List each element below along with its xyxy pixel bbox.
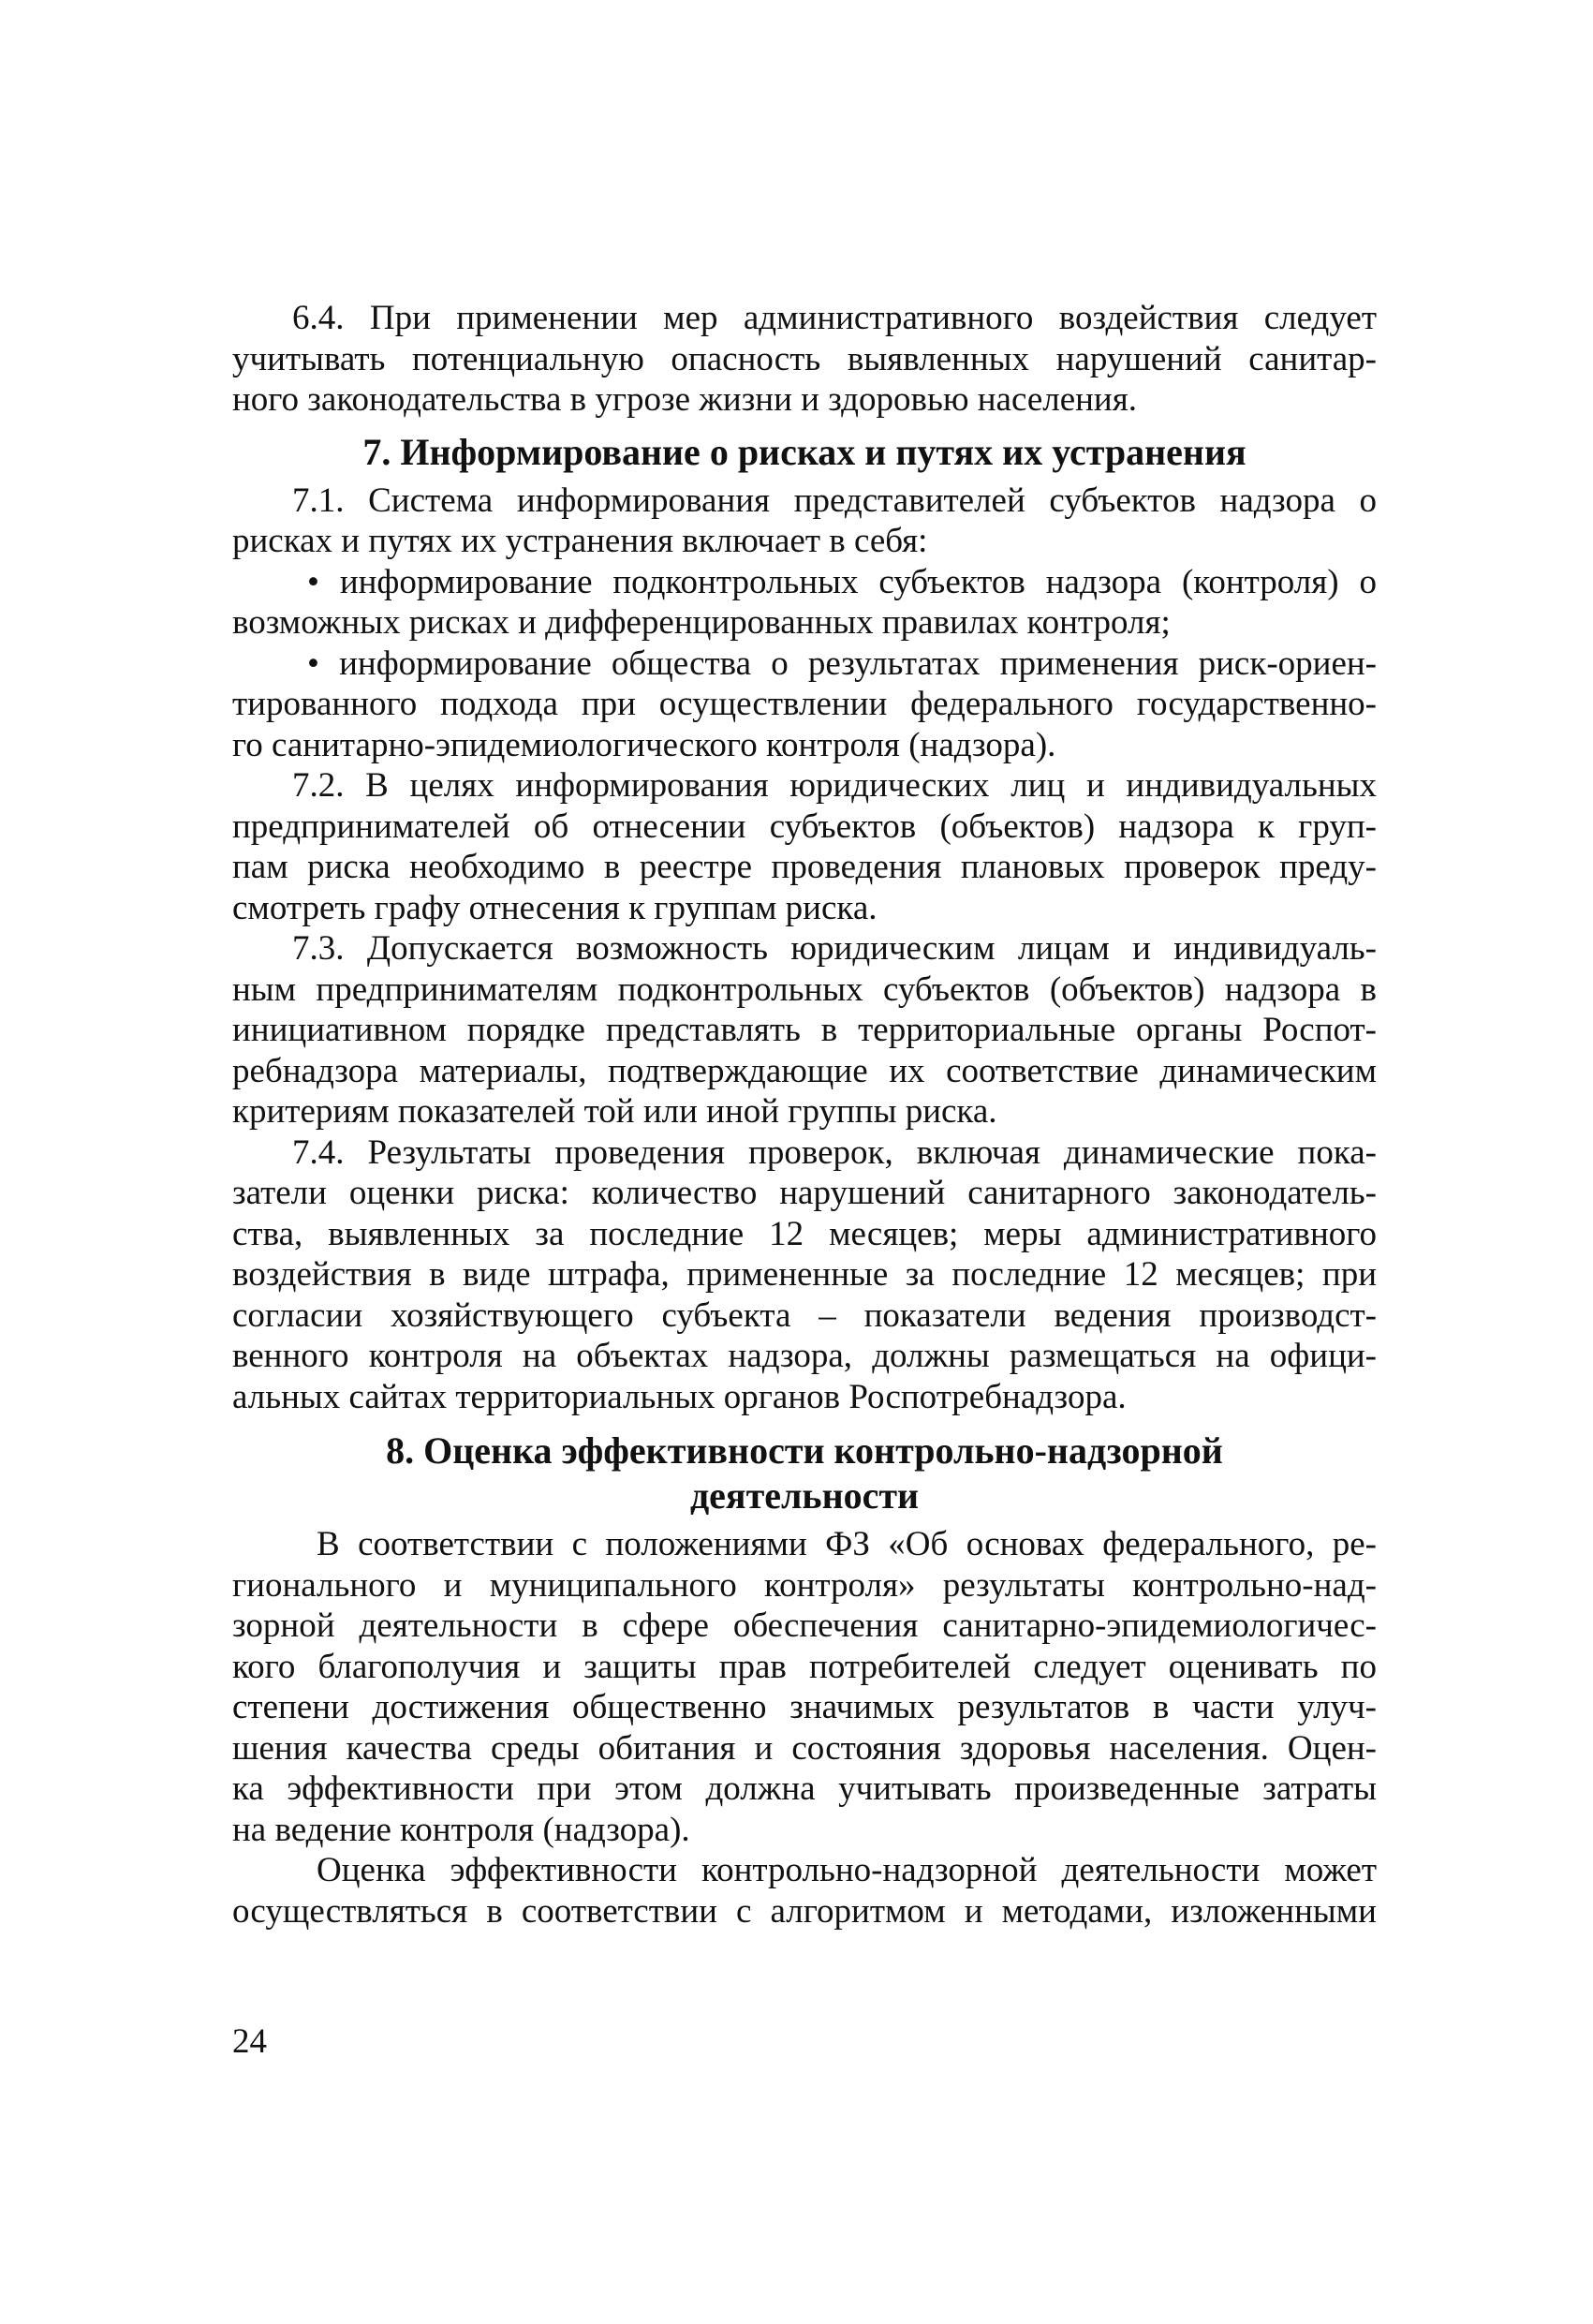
text-line: ка эффективности при этом должна учитывать произведенные затраты [232,1769,1377,1808]
text-line: • информирование подконтрольных субъектов надзора (контроля) о [307,562,1377,601]
text-line: альных сайтах территориальных органов Роспотребнадзора. [232,1377,1127,1416]
text-line: на ведение контроля (надзора). [232,1810,690,1849]
text-line: тированного подхода при осуществлении федерального государственно- [232,685,1377,723]
text-line: Оценка эффективности контрольно-надзорной деятельности может [317,1851,1377,1889]
section-8-heading-line: 8. Оценка эффективности контрольно-надзорной [386,1429,1223,1472]
text-line: 7.2. В целях информирования юридических лиц и индивидуальных [292,766,1377,805]
text-line: согласии хозяйствующего субъекта – показатели ведения производст- [232,1295,1377,1335]
text-line: зорной деятельности в сфере обеспечения санитарно-эпидемиологичес- [232,1606,1377,1645]
text-line: гионального и муниципального контроля» результаты контрольно-над- [232,1565,1377,1605]
text-line: венного контроля на объектах надзора, должны размещаться на офици- [232,1337,1377,1375]
text-line: ного законодательства в угрозе жизни и здоровью населения. [232,380,1137,419]
bullet-item-2 [232,644,1377,766]
text-line: ребнадзора материалы, подтверждающие их соответствие динамическим [232,1051,1377,1090]
text-line: шения качества среды обитания и состояния здоровья населения. Оцен- [232,1728,1377,1768]
text-line: учитывать потенциальную опасность выявленных нарушений санитар- [232,339,1377,378]
text-line: критериям показателей той или иной группы риска. [232,1092,997,1131]
section-8-heading [232,1428,1377,1518]
text-line: 7.1. Система информирования представителей субъектов надзора о [292,481,1377,520]
text-line: степени достижения общественно значимых результатов в части улуч- [232,1688,1377,1726]
text-line: кого благополучия и защиты прав потребителей следует оценивать по [232,1647,1377,1686]
text-line: го санитарно-эпидемиологического контроля (надзора). [232,725,1056,764]
section-7-heading: 7. Информирование о рисках и путях их устранения [362,430,1246,473]
text-line: предпринимателей об отнесении субъектов (объектов) надзора к груп- [232,807,1377,846]
paragraph-8-2 [232,1850,1377,1932]
paragraph-7-3 [232,928,1377,1132]
paragraph-8-1 [232,1524,1377,1850]
text-line: затели оценки риска: количество нарушений санитарного законодатель- [232,1174,1377,1212]
text-line: 6.4. При применении мер административного воздействия следует [292,299,1377,337]
page-number: 24 [232,2022,267,2061]
paragraph-7-1 [232,481,1377,562]
text-line: • информирование общества о результатах применения риск-ориен- [307,644,1377,683]
text-line: рисках и путях их устранения включает в себя: [232,522,928,560]
text-line: смотреть графу отнесения к группам риска. [232,888,878,927]
paragraph-6-4 [232,298,1377,421]
text-line: возможных рисках и дифференцированных правилах контроля; [232,603,1171,642]
paragraph-7-4 [232,1132,1377,1418]
text-line: В соответствии с положениями ФЗ «Об основах федерального, ре- [317,1525,1377,1563]
text-line: пам риска необходимо в реестре проведения плановых проверок преду- [232,848,1377,886]
text-line: ным предпринимателям подконтрольных субъектов (объектов) надзора в [232,970,1377,1009]
bullet-item-1 [232,562,1377,644]
text-line: 7.3. Допускается возможность юридическим лицам и индивидуаль- [292,929,1377,968]
text-line: 7.4. Результаты проведения проверок, включая динамические пока- [292,1132,1377,1172]
text-line: ства, выявленных за последние 12 месяцев; меры административного [232,1214,1377,1253]
page-content [232,298,1377,1932]
text-line: осуществляться в соответствии с алгоритмом и методами, изложенными [232,1891,1377,1931]
paragraph-7-2 [232,765,1377,928]
text-line: воздействия в виде штрафа, примененные за последние 12 месяцев; при [232,1255,1377,1294]
section-8-heading-line: деятельности [689,1474,920,1517]
text-line: инициативном порядке представлять в территориальные органы Роспот- [232,1011,1377,1049]
